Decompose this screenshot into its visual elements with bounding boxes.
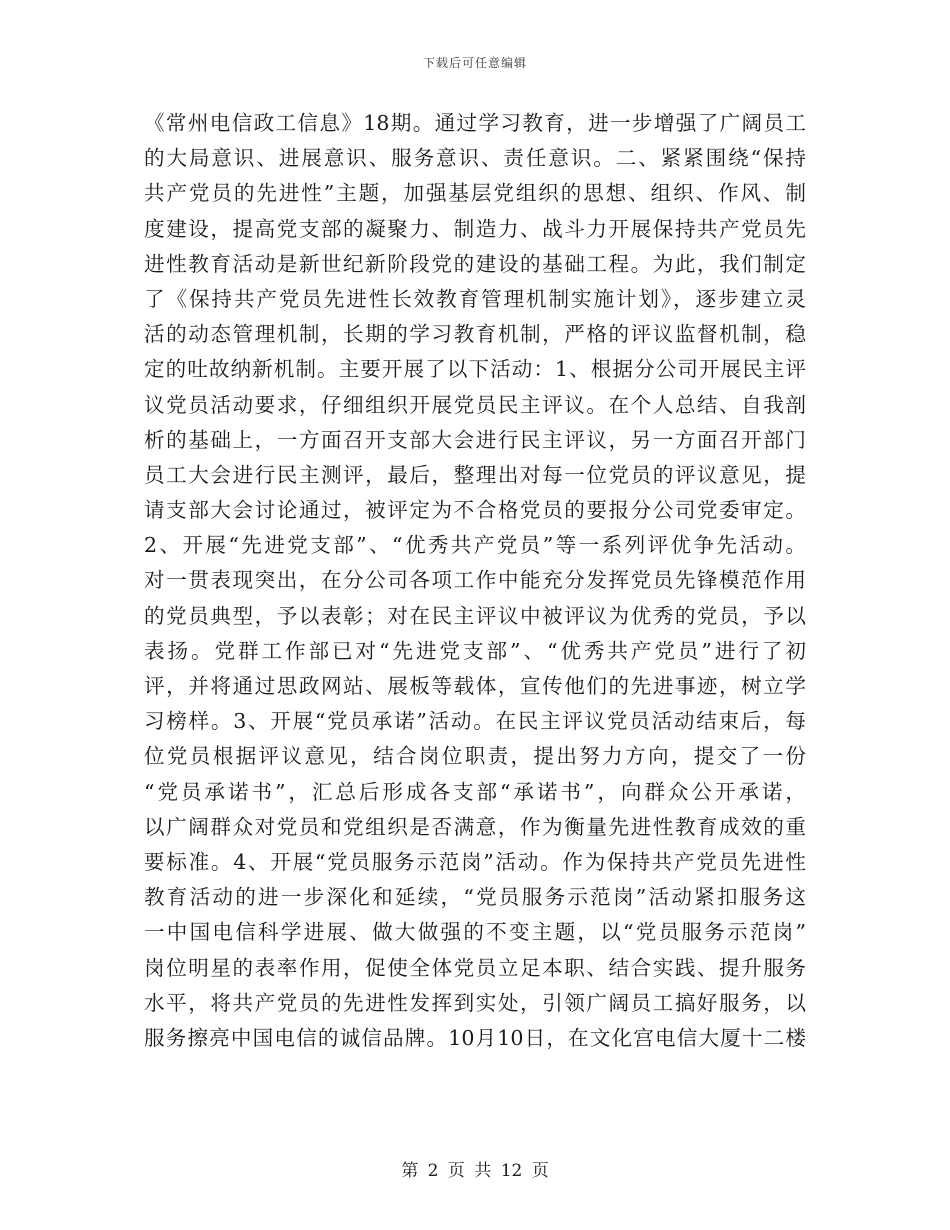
text-line: 定的吐故纳新机制。主要开展了以下活动：1、根据分公司开展民主评 xyxy=(144,357,806,382)
text-line: 度建设，提高党支部的凝聚力、制造力、战斗力开展保持共产党员先 xyxy=(144,216,806,241)
text-line: 的党员典型，予以表彰；对在民主评议中被评议为优秀的党员，予以 xyxy=(144,603,806,628)
text-line: 要标准。4、开展“党员服务示范岗”活动。作为保持共产党员先进性 xyxy=(144,849,806,874)
text-line: 析的基础上，一方面召开支部大会进行民主评议，另一方面召开部门 xyxy=(144,427,806,452)
text-line: 以广阔群众对党员和党组织是否满意，作为衡量先进性教育成效的重 xyxy=(144,814,806,839)
text-line: 员工大会进行民主测评，最后，整理出对每一位党员的评议意见，提 xyxy=(144,462,806,487)
text-line: 2、开展“先进党支部”、“优秀共产党员”等一系列评优争先活动。 xyxy=(144,533,806,558)
text-line: 表扬。党群工作部已对“先进党支部”、“优秀共产党员”进行了初 xyxy=(144,638,806,663)
text-line: 习榜样。3、开展“党员承诺”活动。在民主评议党员活动结束后，每 xyxy=(144,709,806,734)
text-line: 了《保持共产党员先进性长效教育管理机制实施计划》，逐步建立灵 xyxy=(144,286,806,311)
text-line: 请支部大会讨论通过，被评定为不合格党员的要报分公司党委审定。 xyxy=(144,498,806,523)
page-number: 第 2 页 共 12 页 xyxy=(401,1161,549,1181)
document-body xyxy=(144,106,806,1056)
text-line: 共产党员的先进性”主题，加强基层党组织的思想、组织、作风、制 xyxy=(144,181,806,206)
text-line: 评，并将通过思政网站、展板等载体，宣传他们的先进事迹，树立学 xyxy=(144,674,806,698)
text-line: 教育活动的进一步深化和延续，“党员服务示范岗”活动紧扣服务这 xyxy=(144,885,806,910)
text-line: 进性教育活动是新世纪新阶段党的建设的基础工程。为此，我们制定 xyxy=(144,251,806,276)
text-line: 一中国电信科学进展、做大做强的不变主题，以“党员服务示范岗” xyxy=(144,920,806,945)
text-line: 的大局意识、进展意识、服务意识、责任意识。二、紧紧围绕“保持 xyxy=(144,146,806,171)
text-line: 服务擦亮中国电信的诚信品牌。10月10日，在文化宫电信大厦十二楼 xyxy=(144,1025,806,1050)
text-line: 岗位明星的表率作用，促使全体党员立足本职、结合实践、提升服务 xyxy=(144,955,806,980)
text-line: 对一贯表现突出，在分公司各项工作中能充分发挥党员先锋模范作用 xyxy=(144,568,806,593)
text-line: 水平，将共产党员的先进性发挥到实处，引领广阔员工搞好服务，以 xyxy=(144,990,806,1015)
text-line: 《常州电信政工信息》18期。通过学习教育，进一步增强了广阔员工 xyxy=(144,111,806,135)
text-line: 位党员根据评议意见，结合岗位职责，提出努力方向，提交了一份 xyxy=(144,744,806,769)
text-line: 活的动态管理机制，长期的学习教育机制，严格的评议监督机制，稳 xyxy=(144,322,806,347)
text-line: “党员承诺书”，汇总后形成各支部“承诺书”，向群众公开承诺， xyxy=(144,779,806,804)
text-line: 议党员活动要求，仔细组织开展党员民主评议。在个人总结、自我剖 xyxy=(144,392,806,417)
page-header-note: 下载后可任意编辑 xyxy=(422,56,527,70)
